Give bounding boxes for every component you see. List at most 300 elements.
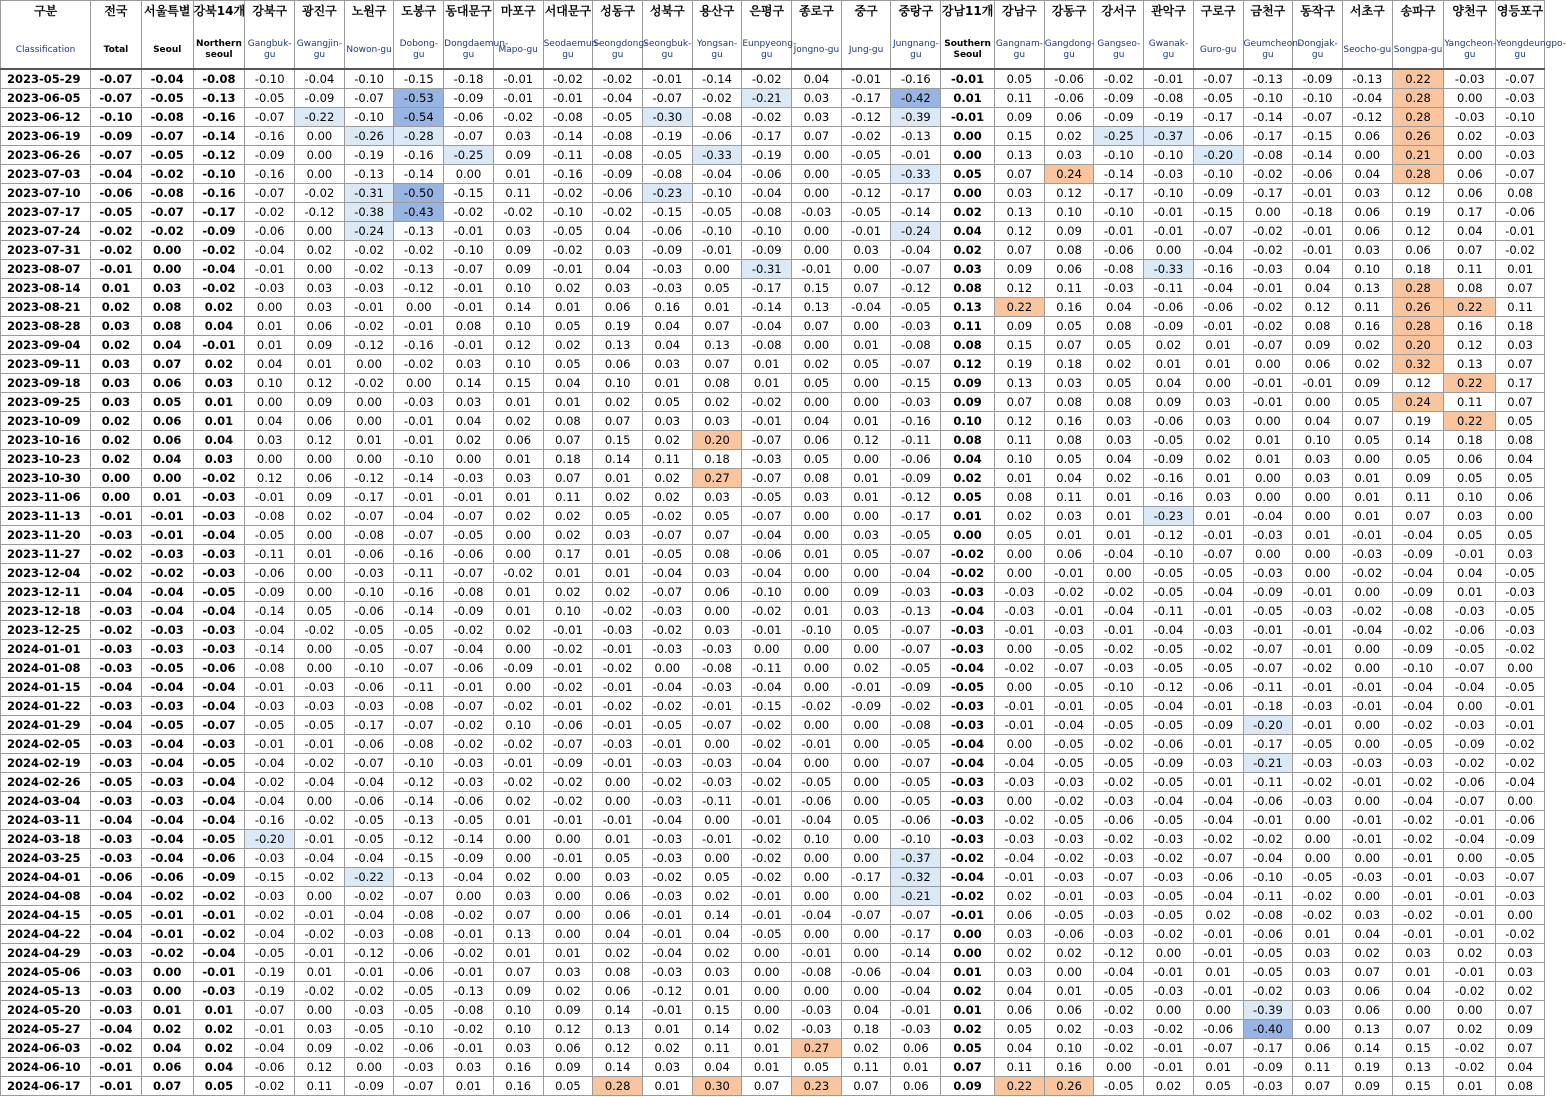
cell-value: 0.00 bbox=[295, 640, 345, 659]
cell-value: -0.04 bbox=[593, 89, 643, 108]
cell-value: 0.01 bbox=[543, 298, 593, 317]
cell-value: -0.01 bbox=[295, 830, 345, 849]
cell-value: -0.03 bbox=[1293, 792, 1343, 811]
cell-value: -0.05 bbox=[1094, 754, 1144, 773]
cell-value: 0.11 bbox=[1444, 393, 1496, 412]
cell-value: -0.02 bbox=[344, 374, 394, 393]
cell-value: 0.09 bbox=[295, 393, 345, 412]
row-date: 2023-06-19 bbox=[1, 127, 91, 146]
cell-value: 0.00 bbox=[1444, 89, 1496, 108]
cell-value: -0.05 bbox=[1243, 944, 1293, 963]
cell-value: 0.01 bbox=[193, 393, 245, 412]
cell-value: -0.03 bbox=[1094, 1020, 1144, 1039]
cell-value: 0.09 bbox=[493, 241, 543, 260]
cell-value: 0.03 bbox=[1342, 241, 1392, 260]
cell-value: -0.19 bbox=[1144, 108, 1194, 127]
row-date: 2024-01-22 bbox=[1, 697, 91, 716]
cell-value: 0.01 bbox=[91, 279, 142, 298]
cell-value: 0.12 bbox=[995, 279, 1045, 298]
cell-value: -0.13 bbox=[1243, 69, 1293, 89]
cell-value: -0.02 bbox=[1496, 754, 1545, 773]
cell-value: -0.07 bbox=[742, 469, 792, 488]
cell-value: -0.06 bbox=[444, 545, 494, 564]
cell-value: -0.05 bbox=[394, 621, 444, 640]
cell-value: 0.03 bbox=[792, 108, 842, 127]
cell-value: 0.06 bbox=[1342, 222, 1392, 241]
cell-value: -0.15 bbox=[642, 203, 692, 222]
cell-value: -0.09 bbox=[493, 659, 543, 678]
cell-value: -0.04 bbox=[91, 716, 142, 735]
row-date: 2024-04-22 bbox=[1, 925, 91, 944]
cell-value: 0.10 bbox=[1044, 203, 1094, 222]
cell-value: 0.05 bbox=[941, 165, 995, 184]
cell-value: 0.04 bbox=[792, 69, 842, 89]
cell-value: -0.15 bbox=[1293, 127, 1343, 146]
cell-value: 0.19 bbox=[1342, 1058, 1392, 1077]
cell-value: 0.06 bbox=[891, 1077, 941, 1096]
cell-value: 0.01 bbox=[941, 89, 995, 108]
cell-value: 0.05 bbox=[692, 279, 742, 298]
cell-value: 0.01 bbox=[1193, 1058, 1243, 1077]
cell-value: 0.02 bbox=[493, 412, 543, 431]
cell-value: 0.01 bbox=[1044, 526, 1094, 545]
cell-value: 0.02 bbox=[941, 241, 995, 260]
cell-value: 0.00 bbox=[344, 412, 394, 431]
cell-value: 0.06 bbox=[295, 412, 345, 431]
cell-value: -0.03 bbox=[91, 830, 142, 849]
cell-value: 0.00 bbox=[792, 678, 842, 697]
cell-value: 0.27 bbox=[692, 469, 742, 488]
cell-value: -0.02 bbox=[394, 241, 444, 260]
cell-value: 0.11 bbox=[995, 1058, 1045, 1077]
cell-value: -0.04 bbox=[444, 640, 494, 659]
cell-value: 0.06 bbox=[593, 355, 643, 374]
cell-value: 0.05 bbox=[593, 849, 643, 868]
cell-value: -0.16 bbox=[1144, 469, 1194, 488]
cell-value: -0.53 bbox=[394, 89, 444, 108]
cell-value: -0.03 bbox=[1444, 108, 1496, 127]
cell-value: -0.02 bbox=[295, 754, 345, 773]
cell-value: -0.03 bbox=[995, 583, 1045, 602]
cell-value: 0.10 bbox=[1342, 260, 1392, 279]
cell-value: -0.19 bbox=[344, 146, 394, 165]
cell-value: 0.09 bbox=[941, 393, 995, 412]
row-date: 2024-04-15 bbox=[1, 906, 91, 925]
cell-value: -0.01 bbox=[593, 754, 643, 773]
cell-value: -0.04 bbox=[1144, 621, 1194, 640]
cell-value: -0.02 bbox=[344, 1039, 394, 1058]
cell-value: -0.02 bbox=[1044, 849, 1094, 868]
cell-value: -0.01 bbox=[1193, 697, 1243, 716]
cell-value: -0.06 bbox=[642, 222, 692, 241]
cell-value: 0.12 bbox=[1293, 298, 1343, 317]
cell-value: -0.03 bbox=[995, 602, 1045, 621]
cell-value: -0.06 bbox=[1193, 1020, 1243, 1039]
cell-value: 0.07 bbox=[141, 1077, 193, 1096]
cell-value: 0.14 bbox=[593, 450, 643, 469]
cell-value: -0.02 bbox=[344, 241, 394, 260]
cell-value: 0.12 bbox=[1444, 336, 1496, 355]
cell-value: 0.00 bbox=[141, 469, 193, 488]
cell-value: -0.01 bbox=[941, 69, 995, 89]
cell-value: -0.17 bbox=[742, 279, 792, 298]
cell-value: -0.07 bbox=[642, 526, 692, 545]
cell-value: 0.02 bbox=[593, 944, 643, 963]
cell-value: -0.03 bbox=[1094, 925, 1144, 944]
cell-value: 0.03 bbox=[642, 355, 692, 374]
cell-value: 0.07 bbox=[141, 355, 193, 374]
cell-value: -0.04 bbox=[193, 678, 245, 697]
cell-value: -0.10 bbox=[1392, 659, 1444, 678]
cell-value: 0.11 bbox=[1444, 260, 1496, 279]
row-date: 2023-08-21 bbox=[1, 298, 91, 317]
table-body bbox=[1, 69, 1545, 1096]
cell-value: -0.03 bbox=[1144, 830, 1194, 849]
cell-value: -0.03 bbox=[941, 621, 995, 640]
cell-value: 0.00 bbox=[493, 640, 543, 659]
cell-value: -0.04 bbox=[1094, 602, 1144, 621]
cell-value: 0.02 bbox=[642, 469, 692, 488]
cell-value: 0.03 bbox=[593, 279, 643, 298]
cell-value: 0.00 bbox=[141, 260, 193, 279]
row-date: 2023-06-26 bbox=[1, 146, 91, 165]
cell-value: -0.01 bbox=[1193, 735, 1243, 754]
cell-value: -0.04 bbox=[995, 754, 1045, 773]
cell-value: 0.09 bbox=[1496, 1020, 1545, 1039]
cell-value: 0.05 bbox=[692, 868, 742, 887]
cell-value: 0.03 bbox=[91, 393, 142, 412]
table-row bbox=[1, 222, 1545, 241]
cell-value: -0.02 bbox=[1094, 1039, 1144, 1058]
cell-value: -0.03 bbox=[91, 697, 142, 716]
cell-value: -0.02 bbox=[593, 203, 643, 222]
cell-value: -0.04 bbox=[245, 792, 295, 811]
cell-value: -0.10 bbox=[344, 108, 394, 127]
cell-value: -0.09 bbox=[593, 165, 643, 184]
cell-value: -0.04 bbox=[141, 849, 193, 868]
column-header-6-ko: 노원구 bbox=[344, 1, 394, 33]
cell-value: 0.02 bbox=[742, 1020, 792, 1039]
cell-value: -0.04 bbox=[841, 298, 891, 317]
cell-value: 0.00 bbox=[1342, 849, 1392, 868]
cell-value: -0.07 bbox=[394, 640, 444, 659]
column-header-18-ko: 강남11개 bbox=[941, 1, 995, 33]
cell-value: -0.37 bbox=[891, 849, 941, 868]
cell-value: 0.02 bbox=[91, 298, 142, 317]
cell-value: -0.09 bbox=[1193, 716, 1243, 735]
cell-value: -0.16 bbox=[394, 583, 444, 602]
cell-value: -0.07 bbox=[1243, 659, 1293, 678]
cell-value: -0.10 bbox=[1094, 678, 1144, 697]
cell-value: 0.09 bbox=[841, 583, 891, 602]
cell-value: -0.07 bbox=[344, 89, 394, 108]
cell-value: 0.05 bbox=[1342, 393, 1392, 412]
cell-value: -0.05 bbox=[1144, 640, 1194, 659]
cell-value: -0.07 bbox=[642, 583, 692, 602]
cell-value: 0.00 bbox=[1293, 849, 1343, 868]
cell-value: 0.03 bbox=[1193, 412, 1243, 431]
cell-value: 0.13 bbox=[1342, 279, 1392, 298]
cell-value: -0.01 bbox=[692, 241, 742, 260]
row-date: 2023-07-24 bbox=[1, 222, 91, 241]
column-header-3-ko: 강북14개 bbox=[193, 1, 245, 33]
cell-value: -0.17 bbox=[841, 868, 891, 887]
cell-value: 0.06 bbox=[1496, 488, 1545, 507]
cell-value: -0.08 bbox=[394, 735, 444, 754]
cell-value: -0.03 bbox=[245, 697, 295, 716]
cell-value: -0.05 bbox=[1144, 564, 1194, 583]
cell-value: -0.01 bbox=[1293, 374, 1343, 393]
cell-value: -0.02 bbox=[295, 925, 345, 944]
cell-value: 0.00 bbox=[543, 887, 593, 906]
cell-value: -0.31 bbox=[742, 260, 792, 279]
cell-value: 0.06 bbox=[593, 982, 643, 1001]
cell-value: -0.20 bbox=[1243, 716, 1293, 735]
cell-value: -0.02 bbox=[394, 355, 444, 374]
table-row bbox=[1, 241, 1545, 260]
cell-value: -0.03 bbox=[1044, 621, 1094, 640]
cell-value: -0.09 bbox=[1094, 108, 1144, 127]
column-header-5-en: Gwangjin-gu bbox=[295, 32, 345, 69]
cell-value: 0.02 bbox=[692, 887, 742, 906]
column-header-1-en: Total bbox=[91, 32, 142, 69]
cell-value: -0.03 bbox=[141, 697, 193, 716]
cell-value: -0.06 bbox=[394, 963, 444, 982]
cell-value: -0.01 bbox=[1293, 621, 1343, 640]
cell-value: 0.02 bbox=[543, 279, 593, 298]
cell-value: -0.08 bbox=[1094, 260, 1144, 279]
cell-value: 0.06 bbox=[1044, 260, 1094, 279]
cell-value: -0.17 bbox=[891, 507, 941, 526]
cell-value: -0.04 bbox=[1094, 545, 1144, 564]
cell-value: 0.06 bbox=[1044, 1001, 1094, 1020]
cell-value: -0.05 bbox=[245, 716, 295, 735]
cell-value: -0.12 bbox=[1144, 526, 1194, 545]
cell-value: 0.10 bbox=[493, 1001, 543, 1020]
cell-value: -0.07 bbox=[91, 89, 142, 108]
cell-value: -0.03 bbox=[444, 754, 494, 773]
cell-value: -0.01 bbox=[593, 811, 643, 830]
cell-value: -0.14 bbox=[891, 944, 941, 963]
cell-value: -0.07 bbox=[444, 127, 494, 146]
cell-value: 0.00 bbox=[792, 716, 842, 735]
cell-value: -0.01 bbox=[493, 89, 543, 108]
cell-value: 0.06 bbox=[1293, 355, 1343, 374]
cell-value: -0.04 bbox=[193, 697, 245, 716]
cell-value: -0.10 bbox=[692, 222, 742, 241]
cell-value: -0.04 bbox=[141, 583, 193, 602]
cell-value: -0.08 bbox=[344, 526, 394, 545]
cell-value: -0.02 bbox=[742, 868, 792, 887]
cell-value: 0.00 bbox=[1293, 830, 1343, 849]
cell-value: -0.04 bbox=[1193, 811, 1243, 830]
cell-value: 0.01 bbox=[444, 1077, 494, 1096]
cell-value: 0.09 bbox=[995, 108, 1045, 127]
cell-value: 0.00 bbox=[344, 450, 394, 469]
cell-value: 0.00 bbox=[792, 526, 842, 545]
table-row bbox=[1, 602, 1545, 621]
cell-value: 0.01 bbox=[493, 165, 543, 184]
cell-value: -0.02 bbox=[91, 621, 142, 640]
cell-value: 0.00 bbox=[1293, 393, 1343, 412]
cell-value: -0.21 bbox=[1243, 754, 1293, 773]
cell-value: 0.04 bbox=[141, 450, 193, 469]
cell-value: 0.08 bbox=[1496, 184, 1545, 203]
cell-value: -0.06 bbox=[593, 184, 643, 203]
cell-value: 0.05 bbox=[141, 393, 193, 412]
cell-value: -0.05 bbox=[141, 89, 193, 108]
cell-value: 0.00 bbox=[1342, 450, 1392, 469]
cell-value: 0.05 bbox=[792, 450, 842, 469]
cell-value: -0.04 bbox=[941, 602, 995, 621]
row-date: 2023-10-23 bbox=[1, 450, 91, 469]
cell-value: -0.07 bbox=[891, 754, 941, 773]
cell-value: -0.02 bbox=[141, 944, 193, 963]
cell-value: -0.04 bbox=[1496, 773, 1545, 792]
table-row bbox=[1, 526, 1545, 545]
cell-value: 0.13 bbox=[593, 336, 643, 355]
cell-value: 0.01 bbox=[295, 355, 345, 374]
cell-value: 0.01 bbox=[1392, 963, 1444, 982]
cell-value: 0.18 bbox=[1392, 260, 1444, 279]
cell-value: -0.33 bbox=[891, 165, 941, 184]
cell-value: 0.14 bbox=[1392, 431, 1444, 450]
row-date: 2024-06-10 bbox=[1, 1058, 91, 1077]
cell-value: -0.11 bbox=[245, 545, 295, 564]
cell-value: -0.33 bbox=[1144, 260, 1194, 279]
cell-value: -0.04 bbox=[1392, 526, 1444, 545]
cell-value: -0.13 bbox=[344, 165, 394, 184]
cell-value: -0.03 bbox=[295, 697, 345, 716]
cell-value: -0.07 bbox=[141, 127, 193, 146]
cell-value: 0.03 bbox=[1094, 431, 1144, 450]
cell-value: 0.06 bbox=[593, 887, 643, 906]
cell-value: -0.06 bbox=[394, 944, 444, 963]
cell-value: -0.01 bbox=[344, 963, 394, 982]
cell-value: 0.16 bbox=[493, 1077, 543, 1096]
cell-value: 0.03 bbox=[593, 241, 643, 260]
cell-value: -0.02 bbox=[742, 393, 792, 412]
cell-value: 0.03 bbox=[792, 89, 842, 108]
cell-value: 0.01 bbox=[941, 507, 995, 526]
column-header-20-ko: 강동구 bbox=[1044, 1, 1094, 33]
cell-value: -0.03 bbox=[642, 792, 692, 811]
cell-value: 0.04 bbox=[1293, 279, 1343, 298]
cell-value: 0.03 bbox=[692, 412, 742, 431]
cell-value: -0.07 bbox=[1444, 659, 1496, 678]
cell-value: 0.22 bbox=[1444, 298, 1496, 317]
cell-value: -0.02 bbox=[742, 108, 792, 127]
cell-value: -0.01 bbox=[1444, 963, 1496, 982]
cell-value: -0.03 bbox=[1342, 868, 1392, 887]
cell-value: -0.02 bbox=[245, 773, 295, 792]
cell-value: -0.03 bbox=[995, 830, 1045, 849]
cell-value: 0.26 bbox=[1392, 298, 1444, 317]
cell-value: -0.01 bbox=[543, 811, 593, 830]
cell-value: -0.10 bbox=[792, 621, 842, 640]
cell-value: -0.03 bbox=[1243, 564, 1293, 583]
cell-value: 0.02 bbox=[91, 336, 142, 355]
cell-value: 0.04 bbox=[593, 925, 643, 944]
cell-value: -0.03 bbox=[193, 640, 245, 659]
cell-value: -0.07 bbox=[1044, 659, 1094, 678]
cell-value: 0.02 bbox=[493, 792, 543, 811]
cell-value: 0.09 bbox=[1144, 393, 1194, 412]
cell-value: 0.00 bbox=[1243, 203, 1293, 222]
cell-value: -0.04 bbox=[394, 507, 444, 526]
cell-value: -0.10 bbox=[742, 222, 792, 241]
cell-value: 0.07 bbox=[1044, 336, 1094, 355]
cell-value: 0.08 bbox=[141, 317, 193, 336]
cell-value: 0.13 bbox=[941, 298, 995, 317]
cell-value: -0.07 bbox=[891, 621, 941, 640]
cell-value: -0.01 bbox=[1144, 963, 1194, 982]
row-date: 2023-12-04 bbox=[1, 564, 91, 583]
cell-value: -0.08 bbox=[193, 69, 245, 89]
cell-value: -0.03 bbox=[1044, 830, 1094, 849]
cell-value: 0.01 bbox=[543, 564, 593, 583]
table-header bbox=[1, 1, 1566, 70]
cell-value: -0.01 bbox=[1392, 925, 1444, 944]
column-header-0-en: Classification bbox=[1, 32, 91, 69]
cell-value: 0.14 bbox=[1342, 1039, 1392, 1058]
cell-value: 0.09 bbox=[941, 374, 995, 393]
cell-value: 0.05 bbox=[642, 393, 692, 412]
cell-value: -0.06 bbox=[1044, 89, 1094, 108]
cell-value: 0.27 bbox=[792, 1039, 842, 1058]
column-header-20-en: Gangdong-gu bbox=[1044, 32, 1094, 69]
cell-value: -0.04 bbox=[245, 621, 295, 640]
cell-value: 0.00 bbox=[1496, 906, 1545, 925]
cell-value: 0.03 bbox=[841, 526, 891, 545]
cell-value: -0.10 bbox=[1293, 89, 1343, 108]
cell-value: 0.05 bbox=[792, 1058, 842, 1077]
cell-value: -0.04 bbox=[245, 241, 295, 260]
cell-value: -0.01 bbox=[1293, 678, 1343, 697]
cell-value: 0.00 bbox=[995, 545, 1045, 564]
table-row bbox=[1, 203, 1545, 222]
cell-value: -0.14 bbox=[245, 640, 295, 659]
cell-value: -0.07 bbox=[642, 89, 692, 108]
cell-value: -0.01 bbox=[1293, 583, 1343, 602]
cell-value: -0.14 bbox=[394, 469, 444, 488]
cell-value: 0.00 bbox=[295, 659, 345, 678]
cell-value: 0.00 bbox=[841, 887, 891, 906]
cell-value: -0.05 bbox=[444, 811, 494, 830]
cell-value: 0.00 bbox=[295, 792, 345, 811]
cell-value: -0.05 bbox=[193, 830, 245, 849]
cell-value: 0.09 bbox=[941, 1077, 995, 1096]
cell-value: -0.03 bbox=[91, 849, 142, 868]
cell-value: 0.02 bbox=[1144, 1077, 1194, 1096]
cell-value: -0.01 bbox=[295, 906, 345, 925]
cell-value: -0.05 bbox=[1044, 735, 1094, 754]
column-header-5-ko: 광진구 bbox=[295, 1, 345, 33]
cell-value: 0.02 bbox=[642, 431, 692, 450]
cell-value: -0.09 bbox=[91, 127, 142, 146]
cell-value: -0.03 bbox=[91, 754, 142, 773]
cell-value: -0.04 bbox=[193, 811, 245, 830]
cell-value: 0.02 bbox=[493, 621, 543, 640]
cell-value: -0.05 bbox=[1144, 887, 1194, 906]
cell-value: -0.18 bbox=[444, 69, 494, 89]
cell-value: 0.00 bbox=[1444, 697, 1496, 716]
cell-value: 0.01 bbox=[841, 469, 891, 488]
cell-value: -0.04 bbox=[642, 944, 692, 963]
cell-value: -0.01 bbox=[841, 222, 891, 241]
cell-value: 0.00 bbox=[1444, 146, 1496, 165]
cell-value: -0.03 bbox=[1044, 868, 1094, 887]
